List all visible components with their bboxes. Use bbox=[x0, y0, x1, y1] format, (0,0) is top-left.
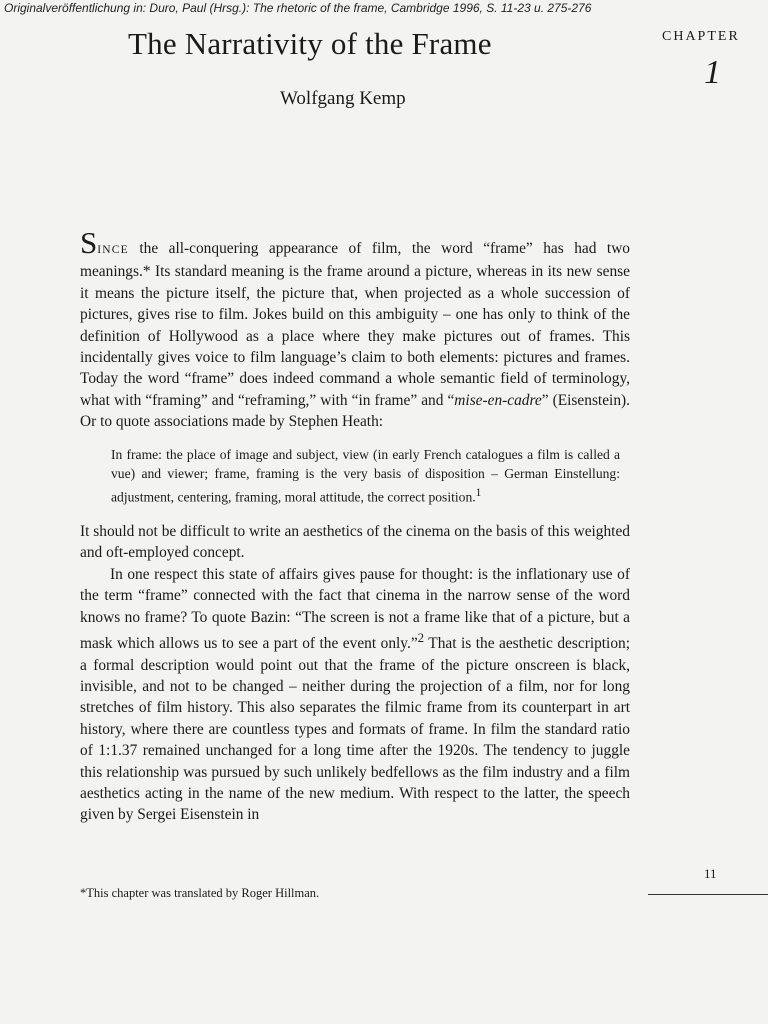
drop-cap: S bbox=[80, 225, 98, 260]
author-name: Wolfgang Kemp bbox=[280, 88, 406, 109]
paragraph-3 bbox=[80, 564, 630, 826]
body-text bbox=[80, 225, 631, 826]
small-caps-word: INCE bbox=[97, 244, 129, 256]
paragraph-3-tail: That is the aesthetic description; a formal description would point out that the frame of the picture onscreen is black, invisible, and not to be changed – neither during the projection of a film, nor for long stretches of film history. This also separates the filmic frame from its counterpart in art history, where there are countless types and formats of frame. In film the standard ratio of 1:1.37 remained unchanged for a long time after the 1920s. The tendency to juggle this relationship was pursued by such unlikely bedfellows as the film industry and a film aesthetics acting in the name of the new medium. With respect to the latter, the speech given by Sergei Eisenstein in bbox=[80, 635, 631, 824]
italic-term: mise-en-cadre bbox=[454, 391, 542, 409]
footnote-ref-2: 2 bbox=[417, 631, 425, 645]
paragraph-1 bbox=[80, 225, 630, 433]
paragraph-1-text: the all-conquering appearance of film, the word “frame” has had two meanings.* Its standard meaning is the frame around a picture, whereas in its new sense it means the picture itself, the picture that, when projected as a whole succession of pictures, gives rise to film. Jokes build on this ambiguity – one has only to think of the definition of Hollywood as a place where they make pictures out of frames. This incidentally gives voice to film language’s claim to both elements: pictures and frames. Today the word “frame” does indeed command a whole semantic field of terminology, what with “framing” and “reframing,” with “in frame” and “ bbox=[80, 240, 630, 409]
page-number: 11 bbox=[704, 866, 717, 881]
chapter-number: 1 bbox=[704, 54, 721, 91]
source-note: Originalveröffentlichung in: Duro, Paul (Hrsg.): The rhetoric of the frame, Cambridge 1996, S. 11-23 u. 275-276 bbox=[4, 1, 592, 15]
chapter-title: The Narrativity of the Frame bbox=[128, 26, 492, 61]
paragraph-1-tail: ” (Eisenstein). Or to quote associations made by Stephen Heath: bbox=[80, 391, 630, 431]
footnote-ref-1: 1 bbox=[475, 486, 482, 499]
block-quote bbox=[111, 445, 620, 507]
paragraph-2: It should not be difficult to write an aesthetics of the cinema on the basis of this weighted and oft-employed concept. bbox=[80, 522, 630, 562]
paragraph-3-text: In one respect this state of affairs gives pause for thought: is the inflationary use of the term “frame” connected with the fact that cinema in the narrow sense of the word knows no frame? To quote Bazin: “The screen is not a frame like that of a picture, but a mask which allows us to see a part of the event only.” bbox=[80, 565, 630, 653]
chapter-label: CHAPTER bbox=[662, 29, 740, 44]
footer-rule bbox=[648, 894, 768, 895]
block-quote-text: In frame: the place of image and subject, view (in early French catalogues a film is called a vue) and viewer; frame, framing is the very basis of disposition – German Einstellung: adjustment, centering, framing, moral attitude, the correct position. bbox=[111, 446, 620, 505]
translator-footnote: *This chapter was translated by Roger Hillman. bbox=[80, 886, 320, 900]
